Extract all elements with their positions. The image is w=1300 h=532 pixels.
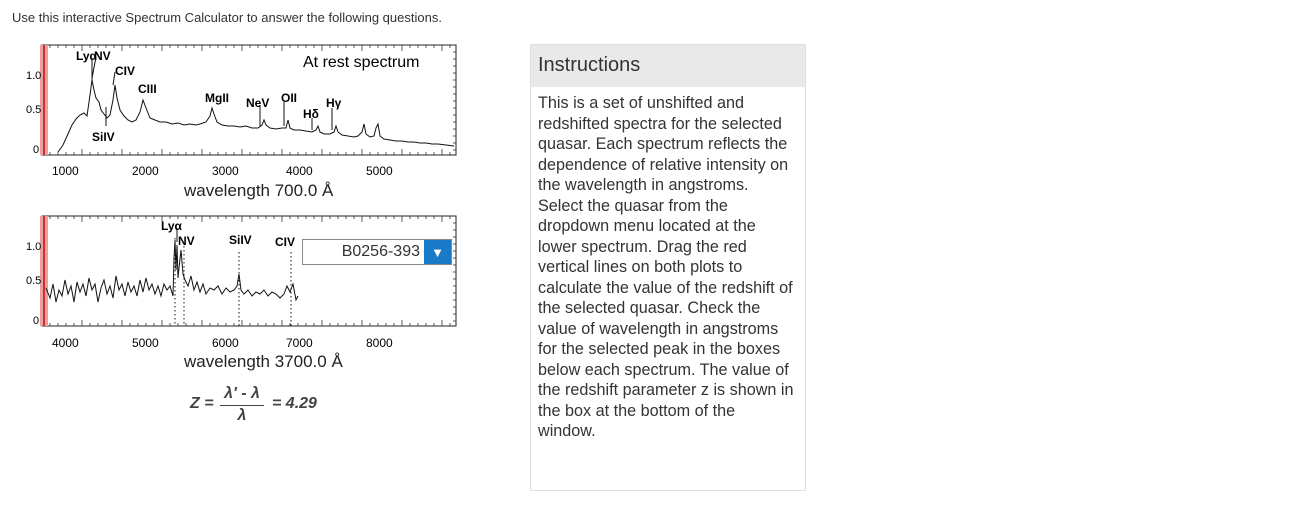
line-label-hgamma: Hγ: [326, 96, 342, 110]
shifted-label-lya: Lyα: [161, 219, 182, 233]
shifted-spectrum-plot: [26, 216, 456, 350]
quasar-select[interactable]: [302, 239, 452, 265]
redshift-result: = 4.29: [272, 395, 317, 412]
rest-plot-title: At rest spectrum: [303, 54, 420, 71]
formula-fraction-bar: [220, 405, 264, 406]
formula-denominator: λ: [237, 407, 247, 424]
shifted-xtick: 8000: [366, 336, 393, 350]
shifted-ytick: 1.0: [26, 241, 42, 253]
formula-lhs: Z =: [190, 395, 214, 412]
formula-numerator: λ' - λ: [224, 385, 260, 402]
rest-xtick: 5000: [366, 164, 393, 178]
shifted-xtick: 6000: [212, 336, 239, 350]
shifted-xtick: 4000: [52, 336, 79, 350]
rest-ytick: 1.0: [26, 70, 42, 82]
rest-xtick: 3000: [212, 164, 239, 178]
line-label-ciii: CIII: [138, 82, 157, 96]
spectrum-calculator: [0, 40, 480, 500]
line-label-nev: NeV: [246, 96, 270, 110]
shifted-label-siiv: SiIV: [229, 233, 252, 247]
shifted-xtick: 5000: [132, 336, 159, 350]
instructions-panel: [530, 44, 806, 491]
instructions-title: Instructions: [531, 45, 805, 87]
line-label-civ: CIV: [115, 64, 136, 78]
rest-xtick: 1000: [52, 164, 79, 178]
shifted-ytick: 0: [33, 315, 40, 327]
dropdown-arrow-icon[interactable]: ▼: [424, 240, 451, 264]
rest-ytick: 0: [33, 144, 40, 156]
spectra-plots: [0, 40, 480, 370]
shifted-wavelength-readout: wavelength 3700.0 Å: [184, 352, 343, 371]
line-label-siiv: SiIV: [92, 130, 115, 144]
redshift-formula: [190, 385, 350, 429]
instructions-text: This is a set of unshifted and redshifted spectra for the selected quasar. Each spectrum reflects the dependence of relative intensity on the wavelength in angstroms. Select the quasar from the dropdown menu located at the lower spectrum. Drag the red vertical lines on both plots to calculate the value of the redshift of the selected quasar. Check the value of wavelength in angstroms for the selected peak in the boxes below each spectrum. The value of the redshift parameter z is shown in the box at the bottom of the window.: [538, 94, 794, 440]
line-label-oii: OII: [281, 91, 298, 105]
rest-wavelength-readout: wavelength 700.0 Å: [184, 181, 334, 200]
shifted-ytick: 0.5: [26, 275, 42, 287]
line-label-nv: NV: [94, 49, 111, 63]
rest-xtick: 2000: [132, 164, 159, 178]
line-label-mgii: MgII: [205, 91, 229, 105]
rest-spectrum-plot: [26, 45, 456, 178]
quasar-select-value: B0256-393: [341, 243, 420, 260]
shifted-label-nv: NV: [178, 234, 195, 248]
shifted-label-civ: CIV: [275, 235, 296, 249]
rest-ytick: 0.5: [26, 104, 42, 116]
line-label-hdelta: Hδ: [303, 107, 319, 121]
rest-xtick: 4000: [286, 164, 313, 178]
line-label-lya: Lyα: [76, 49, 97, 63]
shifted-xtick: 7000: [286, 336, 313, 350]
prompt-text: Use this interactive Spectrum Calculator to answer the following questions.: [12, 10, 442, 25]
